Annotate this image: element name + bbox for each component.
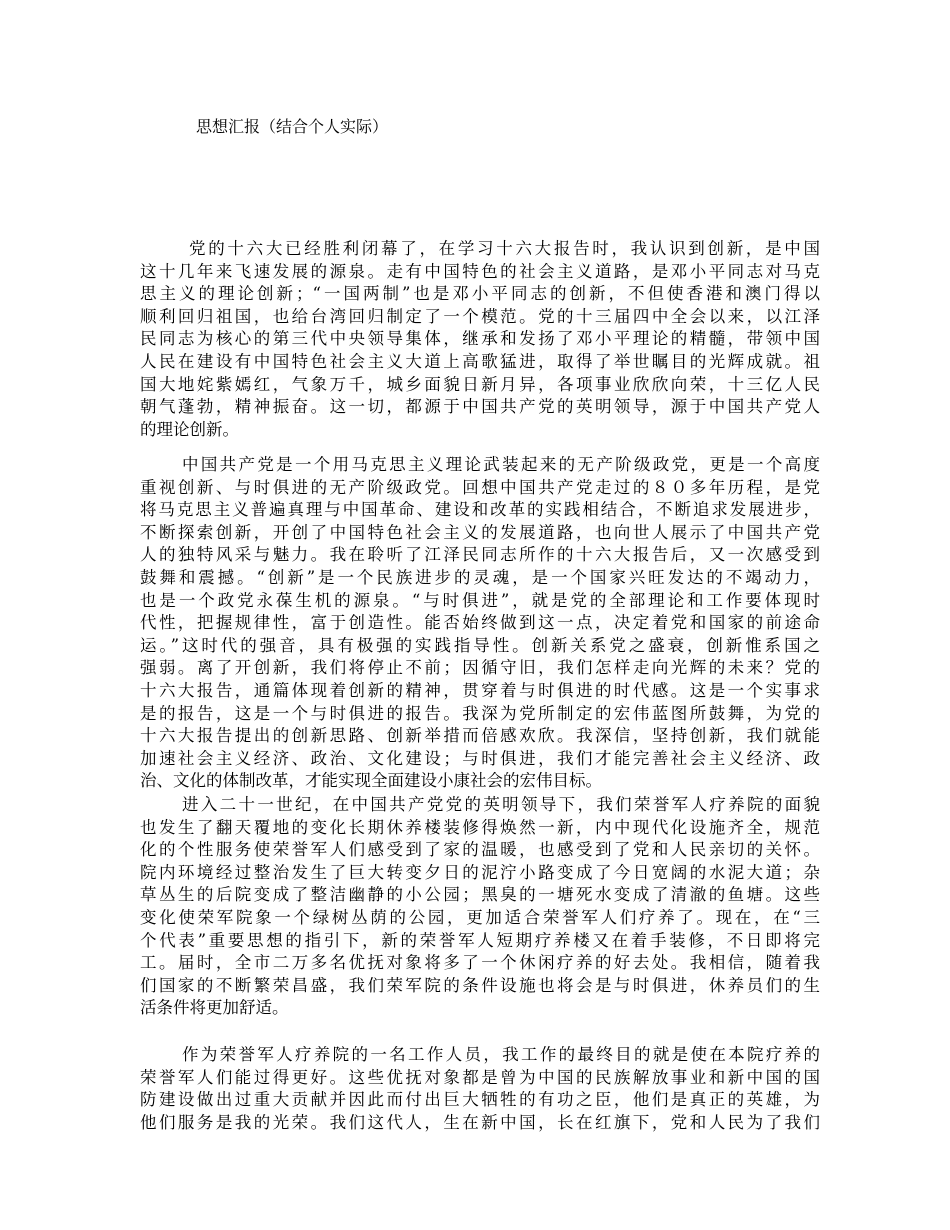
paragraph-line: 重视创新、与时俱进的无产阶级政党。回想中国共产党走过的８０多年历程，是党	[140, 477, 820, 497]
paragraph-line: 十六大报告提出的创新思路、创新举措而倍感欢欣。我深信，坚持创新，我们就能	[140, 726, 820, 746]
paragraph-line: 防建设做出过重大贡献并因此而付出巨大牺牲的有功之臣，他们是真正的英雄，为	[140, 1090, 820, 1110]
paragraph-line: 强弱。离了开创新，我们将停止不前；因循守旧，我们怎样走向光辉的未来？党的	[140, 658, 820, 678]
paragraph-line: 也是一个政党永葆生机的源泉。“与时俱进”，就是党的全部理论和工作要体现时	[140, 590, 820, 610]
paragraph-4	[140, 1044, 820, 1134]
paragraph-line: 人民在建设有中国特色社会主义大道上高歌猛进，取得了举世瞩目的光辉成就。祖	[140, 351, 820, 371]
paragraph-line: 们国家的不断繁荣昌盛，我们荣军院的条件设施也将会是与时俱进，休养员们的生	[140, 975, 820, 995]
paragraph-line: 中国共产党是一个用马克思主义理论武装起来的无产阶级政党，更是一个高度	[182, 455, 820, 474]
document-title: 思想汇报（结合个人实际）	[196, 117, 389, 136]
paragraph-line: 草丛生的后院变成了整洁幽静的小公园；黑臭的一塘死水变成了清澈的鱼塘。这些	[140, 885, 820, 905]
paragraph-line: 鼓舞和震撼。“创新”是一个民族进步的灵魂，是一个国家兴旺发达的不竭动力，	[140, 567, 820, 587]
paragraph-line: 荣誉军人们能过得更好。这些优抚对象都是曾为中国的民族解放事业和新中国的国	[140, 1067, 820, 1087]
paragraph-line: 顺利回归祖国，也给台湾回归制定了一个模范。党的十三届四中全会以来，以江泽	[140, 306, 820, 326]
paragraph-line: 治、文化的体制改革，才能实现全面建设小康社会的宏伟目标。	[140, 771, 602, 791]
paragraph-line: 个代表”重要思想的指引下，新的荣誉军人短期疗养楼又在着手装修，不日即将完	[140, 930, 820, 950]
paragraph-line: 朝气蓬勃，精神振奋。这一切，都源于中国共产党的英明领导，源于中国共产党人	[140, 397, 820, 417]
paragraph-line: 是的报告，这是一个与时俱进的报告。我深为党所制定的宏伟蓝图所鼓舞，为党的	[140, 703, 820, 723]
paragraph-line: 将马克思主义普遍真理与中国革命、建设和改革的实践相结合，不断追求发展进步，	[140, 500, 820, 520]
paragraph-line: 院内环境经过整治发生了巨大转变夕日的泥泞小路变成了今日宽阔的水泥大道；杂	[140, 862, 820, 882]
paragraph-line: 他们服务是我的光荣。我们这代人，生在新中国，长在红旗下，党和人民为了我们	[140, 1112, 820, 1132]
paragraph-line: 也发生了翻天覆地的变化长期休养楼装修得焕然一新，内中现代化设施齐全，规范	[140, 817, 820, 837]
paragraph-line: 进入二十一世纪，在中国共产党党的英明领导下，我们荣誉军人疗养院的面貌	[182, 795, 820, 814]
paragraph-line: 不断探索创新，开创了中国特色社会主义的发展道路，也向世人展示了中国共产党	[140, 522, 820, 542]
paragraph-line: 思主义的理论创新；“一国两制”也是邓小平同志的创新，不但使香港和澳门得以	[140, 284, 820, 304]
paragraph-line: 加速社会主义经济、政治、文化建设；与时俱进，我们才能完善社会主义经济、政	[140, 748, 820, 768]
paragraph-line: 工。届时，全市二万多名优抚对象将多了一个休闲疗养的好去处。我相信，随着我	[140, 953, 820, 973]
paragraph-line: 化的个性服务使荣誉军人们感受到了家的温暖，也感受到了党和人民亲切的关怀。	[140, 840, 820, 860]
paragraph-line: 活条件将更加舒适。	[140, 998, 289, 1018]
paragraph-line: 变化使荣军院象一个绿树丛荫的公园，更加适合荣誉军人们疗养了。现在，在“三	[140, 907, 820, 927]
paragraph-line: 作为荣誉军人疗养院的一名工作人员，我工作的最终目的就是使在本院疗养的	[182, 1045, 820, 1064]
paragraph-line: 的理论创新。	[140, 419, 239, 439]
paragraph-2	[140, 454, 820, 793]
paragraph-line: 党的十六大已经胜利闭幕了，在学习十六大报告时，我认识到创新，是中国	[189, 239, 820, 258]
paragraph-line: 这十几年来飞速发展的源泉。走有中国特色的社会主义道路，是邓小平同志对马克	[140, 261, 820, 281]
paragraph-line: 代性，把握规律性，富于创造性。能否始终做到这一点，决定着党和国家的前途命	[140, 613, 820, 633]
paragraph-line: 十六大报告，通篇体现着创新的精神，贯穿着与时俱进的时代感。这是一个实事求	[140, 680, 820, 700]
paragraph-3	[140, 794, 820, 1020]
paragraph-line: 民同志为核心的第三代中央领导集体，继承和发扬了邓小平理论的精髓，带领中国	[140, 329, 820, 349]
paragraph-line: 国大地姹紫嫣红，气象万千，城乡面貌日新月异，各项事业欣欣向荣，十三亿人民	[140, 374, 820, 394]
paragraph-line: 人的独特风采与魅力。我在聆听了江泽民同志所作的十六大报告后，又一次感受到	[140, 545, 820, 565]
paragraph-1	[140, 238, 820, 441]
paragraph-line: 运。”这时代的强音，具有极强的实践指导性。创新关系党之盛衰，创新惟系国之	[140, 635, 820, 655]
